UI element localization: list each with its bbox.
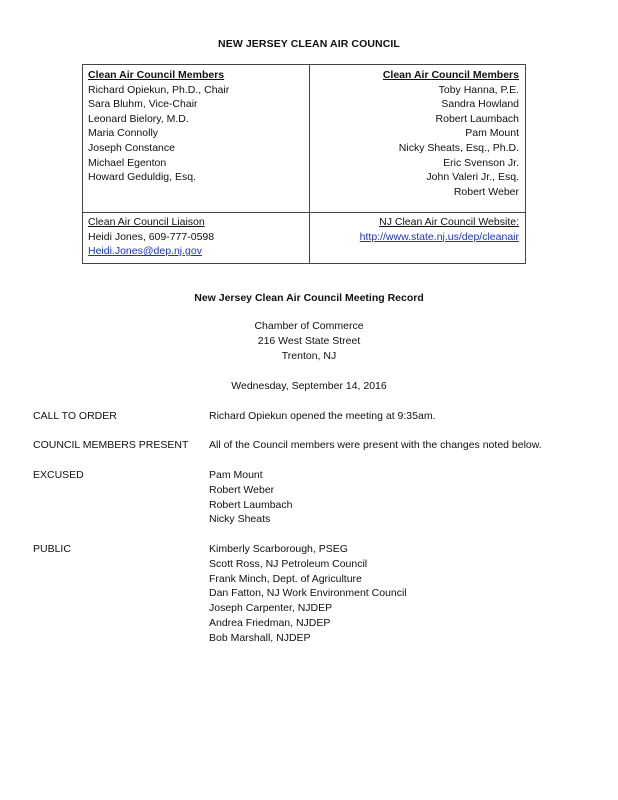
- excused-name: Robert Laumbach: [209, 498, 293, 511]
- website-header: NJ Clean Air Council Website:: [379, 216, 519, 228]
- meeting-location: [0, 319, 618, 363]
- document-title: NEW JERSEY CLEAN AIR COUNCIL: [218, 38, 400, 50]
- liaison-cell: [88, 215, 306, 259]
- member-name: Robert Weber: [453, 185, 519, 198]
- website-link[interactable]: http://www.state.nj.us/dep/cleanair: [359, 230, 519, 243]
- meeting-record-title: New Jersey Clean Air Council Meeting Record: [194, 292, 424, 304]
- public-list: [209, 542, 407, 646]
- excused-name: Robert Weber: [209, 483, 275, 496]
- location-line: Chamber of Commerce: [254, 320, 364, 332]
- excused-name: Nicky Sheats: [209, 513, 271, 526]
- member-name: Sandra Howland: [441, 98, 519, 111]
- member-name: Nicky Sheats, Esq., Ph.D.: [398, 141, 519, 154]
- member-name: Pam Mount: [465, 127, 519, 140]
- member-name: Eric Svenson Jr.: [443, 156, 519, 169]
- members-left-cell: [88, 68, 306, 185]
- liaison-contact: Heidi Jones, 609-777-0598: [88, 230, 215, 243]
- member-name: John Valeri Jr., Esq.: [426, 171, 519, 184]
- public-attendee: Scott Ross, NJ Petroleum Council: [209, 557, 368, 570]
- meeting-date: Wednesday, September 14, 2016: [231, 380, 387, 392]
- public-attendee: Joseph Carpenter, NJDEP: [209, 602, 333, 615]
- public-attendee: Frank Minch, Dept. of Agriculture: [209, 572, 362, 585]
- public-attendee: Bob Marshall, NJDEP: [209, 631, 311, 644]
- members-right-header: Clean Air Council Members: [382, 69, 519, 81]
- public-attendee: Andrea Friedman, NJDEP: [209, 616, 331, 629]
- public-label: PUBLIC: [33, 543, 71, 555]
- liaison-header: Clean Air Council Liaison: [88, 216, 205, 228]
- member-name: Joseph Constance: [88, 141, 175, 154]
- public-attendee: Kimberly Scarborough, PSEG: [209, 543, 348, 555]
- member-name: Richard Opiekun, Ph.D., Chair: [88, 83, 230, 96]
- member-name: Leonard Bielory, M.D.: [88, 112, 189, 125]
- member-name: Toby Hanna, P.E.: [438, 83, 519, 96]
- members-right-cell: [313, 68, 519, 199]
- member-name: Howard Geduldig, Esq.: [88, 171, 196, 184]
- members-present-value: All of the Council members were present with the changes noted below.: [209, 439, 542, 451]
- table-divider-horizontal: [83, 212, 525, 213]
- location-line: Trenton, NJ: [281, 349, 337, 362]
- table-divider-vertical: [309, 65, 310, 263]
- location-line: 216 West State Street: [257, 334, 361, 347]
- member-name: Michael Egenton: [88, 156, 167, 169]
- liaison-email-link[interactable]: Heidi.Jones@dep.nj.gov: [88, 245, 202, 258]
- members-present-label: COUNCIL MEMBERS PRESENT: [33, 439, 189, 451]
- website-cell: [313, 215, 519, 244]
- excused-name: Pam Mount: [209, 469, 263, 481]
- excused-list: [209, 468, 292, 527]
- member-name: Sara Bluhm, Vice-Chair: [88, 98, 198, 111]
- members-left-header: Clean Air Council Members: [88, 69, 225, 81]
- call-to-order-label: CALL TO ORDER: [33, 410, 117, 422]
- public-attendee: Dan Fatton, NJ Work Environment Council: [209, 587, 407, 600]
- excused-label: EXCUSED: [33, 469, 84, 481]
- member-name: Maria Connolly: [88, 127, 159, 140]
- member-name: Robert Laumbach: [435, 112, 519, 125]
- members-table: [82, 64, 526, 264]
- call-to-order-value: Richard Opiekun opened the meeting at 9:35am.: [209, 410, 436, 422]
